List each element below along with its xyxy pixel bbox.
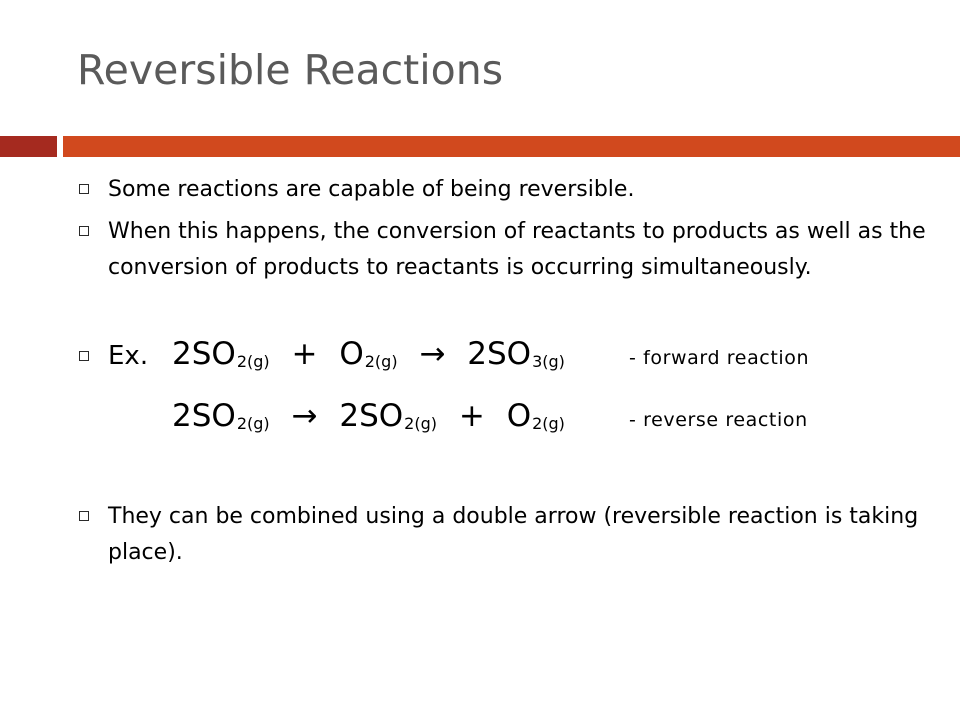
formula-subscript: 2(g) bbox=[532, 414, 565, 433]
square-bullet-icon bbox=[79, 511, 89, 521]
formula-subscript: 3(g) bbox=[532, 352, 565, 371]
formula-subscript: 2(g) bbox=[404, 414, 437, 433]
bullet-text: They can be combined using a double arrow (reversible reaction is taking place). bbox=[108, 504, 919, 565]
reverse-equation-formula bbox=[172, 389, 629, 451]
formula-term: O bbox=[506, 398, 532, 434]
bullet-item bbox=[77, 499, 927, 571]
formula-term: 2SO bbox=[172, 336, 236, 372]
plus-sign: + bbox=[291, 336, 318, 372]
bullet-item bbox=[77, 172, 927, 208]
formula-subscript: 2(g) bbox=[364, 352, 398, 371]
square-bullet-icon bbox=[79, 184, 89, 194]
formula-term: O bbox=[339, 336, 364, 372]
reverse-reaction-note: - reverse reaction bbox=[629, 409, 808, 431]
bullet-item bbox=[77, 214, 927, 286]
example-label: Ex. bbox=[108, 341, 149, 371]
reaction-arrow-icon: → bbox=[419, 336, 446, 372]
bullet-text: Some reactions are capable of being reversible. bbox=[108, 177, 635, 202]
slide-content bbox=[77, 172, 927, 571]
title-rule-bar bbox=[63, 136, 960, 157]
reaction-arrow-icon: → bbox=[291, 398, 318, 434]
formula-term: 2SO bbox=[339, 398, 404, 434]
formula-term: 2SO bbox=[172, 398, 236, 434]
example-forward-equation bbox=[77, 327, 927, 389]
formula-term: 2SO bbox=[467, 336, 532, 372]
formula-subscript: 2(g) bbox=[236, 352, 270, 371]
bullet-text: When this happens, the conversion of reactants to products as well as the conversion of products to reactants is occurring simultaneously. bbox=[108, 219, 926, 280]
formula-subscript: 2(g) bbox=[236, 414, 270, 433]
forward-equation-formula bbox=[172, 327, 629, 389]
example-reverse-equation bbox=[77, 389, 927, 451]
slide-title: Reversible Reactions bbox=[77, 46, 504, 94]
plus-sign: + bbox=[458, 398, 485, 434]
forward-reaction-note: - forward reaction bbox=[629, 347, 810, 369]
square-bullet-icon bbox=[79, 351, 89, 361]
title-rule-accent bbox=[0, 136, 57, 157]
square-bullet-icon bbox=[79, 226, 89, 236]
